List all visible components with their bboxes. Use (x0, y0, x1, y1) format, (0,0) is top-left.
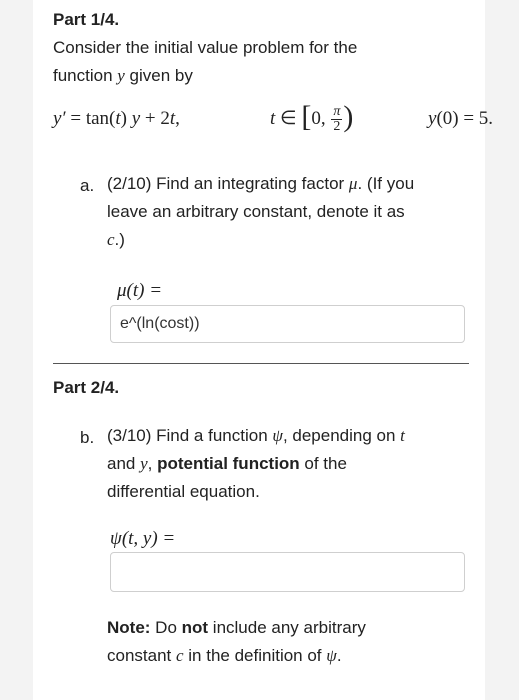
problem-intro (53, 34, 357, 90)
psi-label (110, 528, 175, 550)
part-2-title: Part 2/4. (53, 378, 120, 397)
ic-rest: (0) = 5. (436, 108, 494, 129)
item-b-text (107, 422, 477, 506)
b-line-3: differential equation. (107, 482, 260, 501)
b-bold: potential function (157, 454, 300, 473)
b-text-3: and (107, 454, 141, 473)
eq-t2: t (169, 108, 176, 129)
psi-symbol: ψ (110, 528, 122, 549)
b-line-1 (107, 422, 477, 450)
interval-open: [ (301, 100, 312, 133)
item-a-text (107, 170, 477, 254)
eq-y: y (131, 108, 141, 129)
mu-rest: (t) = (126, 280, 163, 301)
b-t: t (400, 426, 405, 445)
problem-sheet (33, 0, 485, 700)
ode-equation (53, 108, 180, 130)
frac-num: π (333, 103, 341, 119)
eq-t: t (115, 108, 121, 129)
note-bold: Note: (107, 618, 151, 637)
b-text: (3/10) Find a function (107, 426, 273, 445)
a-c: c (107, 230, 115, 249)
b-text-5: of the (299, 454, 347, 473)
note-c: c (176, 646, 184, 665)
interval-zero: 0, (311, 108, 331, 130)
interval (270, 102, 353, 136)
interval-in: ∈ (275, 108, 302, 130)
initial-condition (428, 108, 493, 130)
eq-comma: , (175, 108, 180, 129)
item-b-label: b. (80, 428, 95, 447)
b-psi: ψ (272, 426, 283, 445)
note-text-4: in the definition of (183, 646, 327, 665)
note-text: Do (150, 618, 182, 637)
part-1-title: Part 1/4. (53, 10, 120, 29)
a-text: (2/10) Find an integrating factor (107, 174, 349, 193)
note-psi: ψ (326, 646, 337, 665)
note (107, 614, 477, 670)
mu-label (117, 280, 162, 302)
a-line-1 (107, 170, 477, 198)
a-mu: μ (348, 174, 358, 193)
b-text-4: , (147, 454, 158, 473)
interval-close: ) (343, 100, 354, 133)
a-line-3 (107, 226, 477, 254)
interval-t: t (270, 108, 276, 130)
intro-text: function (53, 66, 118, 85)
note-text-5: . (336, 646, 342, 665)
mu-symbol: μ (117, 280, 127, 301)
note-line-1 (107, 614, 477, 642)
item-a-label: a. (80, 176, 95, 195)
note-text-3: constant (107, 646, 176, 665)
b-line-2 (107, 450, 477, 478)
pi-over-2 (331, 105, 342, 134)
section-divider (53, 363, 469, 364)
intro-var-y: y (117, 66, 125, 85)
mu-answer-input[interactable] (110, 305, 465, 343)
frac-den: 2 (333, 118, 341, 134)
b-text-2: , depending on (282, 426, 401, 445)
ic-y: y (428, 108, 437, 129)
intro-text-2: given by (124, 66, 193, 85)
eq-close: ) (120, 108, 132, 129)
psi-rest: (t, y) = (121, 528, 176, 549)
eq-equals: = (65, 108, 86, 129)
a-line-2: leave an arbitrary constant, denote it as (107, 202, 405, 221)
eq-tan: tan( (85, 108, 116, 129)
psi-answer-input[interactable] (110, 552, 465, 592)
note-text-2: include any arbitrary (208, 618, 366, 637)
note-line-2 (107, 642, 477, 670)
intro-line-1: Consider the initial value problem for the (53, 38, 358, 57)
intro-line-2 (53, 62, 357, 90)
a-text-2: . (If you (357, 174, 415, 193)
a-text-3: .) (114, 230, 125, 249)
note-not: not (181, 618, 209, 637)
b-y: y (140, 454, 148, 473)
eq-plus: + 2 (140, 108, 170, 129)
eq-lhs: y′ (53, 108, 66, 129)
